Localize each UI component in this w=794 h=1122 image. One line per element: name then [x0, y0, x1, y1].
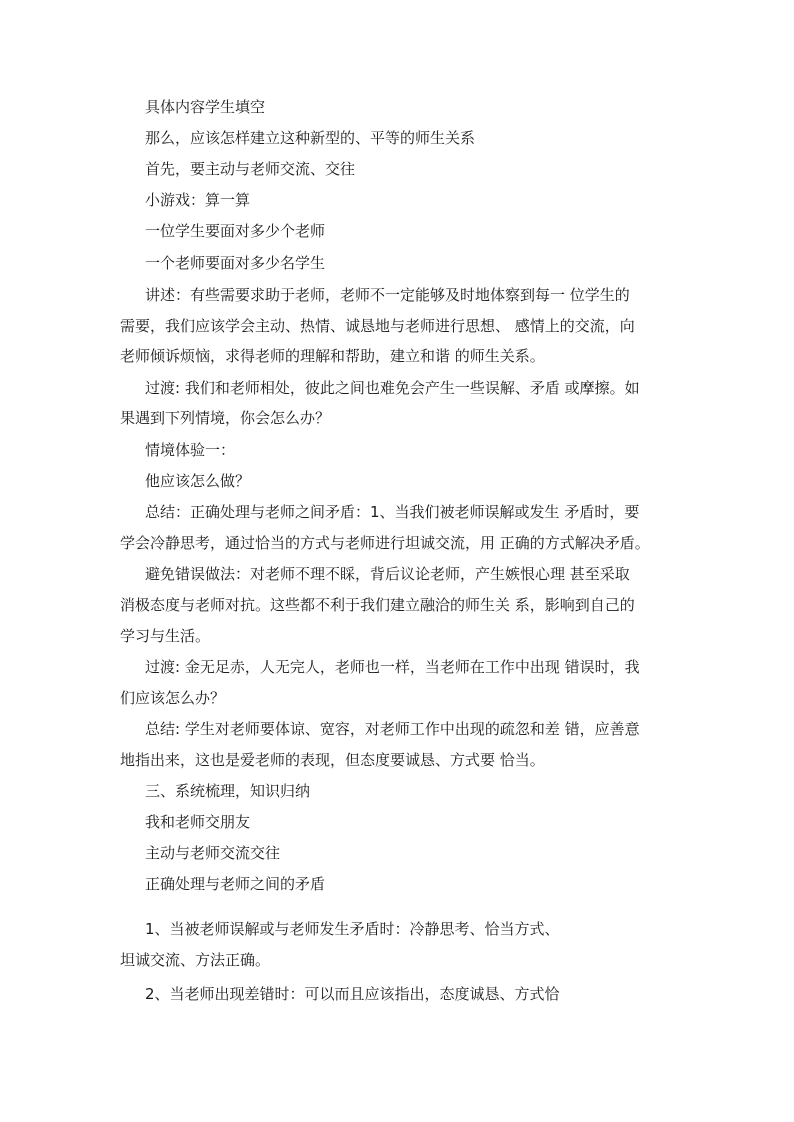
text-line: 坦诚交流、方法正确。: [120, 951, 271, 969]
text-line: 学会冷静思考，通过恰当的方式与老师进行坦诚交流，用 正确的方式解决矛盾。: [120, 534, 650, 552]
text-line: 2、当老师出现差错时：可以而且应该指出，态度诚恳、方式恰: [145, 985, 560, 1003]
text-line: 果遇到下列情境，你会怎么办？: [120, 409, 331, 427]
text-line: 我和老师交朋友: [145, 813, 251, 831]
text-line: 避免错误做法：对老师不理不睬，背后议论老师，产生嫉恨心理 甚至采取: [145, 565, 630, 583]
text-line: 老师倾诉烦恼，求得老师的理解和帮助，建立和谐 的师生关系。: [120, 347, 545, 365]
text-line: 学习与生活。: [120, 627, 211, 645]
text-line: 消极态度与老师对抗。这些都不利于我们建立融洽的师生关 系，影响到自己的: [120, 596, 635, 614]
text-line: 主动与老师交流交往: [145, 844, 281, 862]
text-line: 一个老师要面对多少名学生: [145, 254, 326, 272]
text-line: 讲述：有些需要求助于老师，老师不一定能够及时地体察到每一 位学生的: [145, 286, 630, 304]
text-line: 一位学生要面对多少个老师: [145, 222, 326, 240]
text-line: 具体内容学生填空: [145, 98, 266, 116]
text-line: 总结：正确处理与老师之间矛盾：1、当我们被老师误解或发生 矛盾时，要: [145, 503, 640, 521]
section-heading: 三、系统梳理，知识归纳: [145, 782, 311, 800]
text-line: 首先，要主动与老师交流、交往: [145, 160, 356, 178]
text-line: 1、当被老师误解或与老师发生矛盾时：冷静思考、恰当方式、: [145, 920, 560, 938]
text-line: 总结: 学生对老师要体谅、宽容，对老师工作中出现的疏忽和差 错，应善意: [145, 720, 640, 738]
text-line: 需要，我们应该学会主动、热情、诚恳地与老师进行思想、 感情上的交流，向: [120, 317, 635, 335]
text-line: 正确处理与老师之间的矛盾: [145, 875, 326, 893]
text-line: 过渡: 我们和老师相处，彼此之间也难免会产生一些误解、矛盾 或摩擦。如: [145, 379, 640, 397]
text-line: 小游戏：算一算: [145, 191, 251, 209]
text-line: 那么，应该怎样建立这种新型的、平等的师生关系: [145, 129, 476, 147]
text-line: 们应该怎么办？: [120, 689, 226, 707]
text-line: 过渡: 金无足赤，人无完人，老师也一样，当老师在工作中出现 错误时，我: [145, 658, 640, 676]
text-line: 地指出来，这也是爱老师的表现，但态度要诚恳、方式要 恰当。: [120, 751, 545, 769]
text-line: 他应该怎么做？: [145, 472, 251, 490]
text-line: 情境体验一：: [145, 441, 236, 459]
